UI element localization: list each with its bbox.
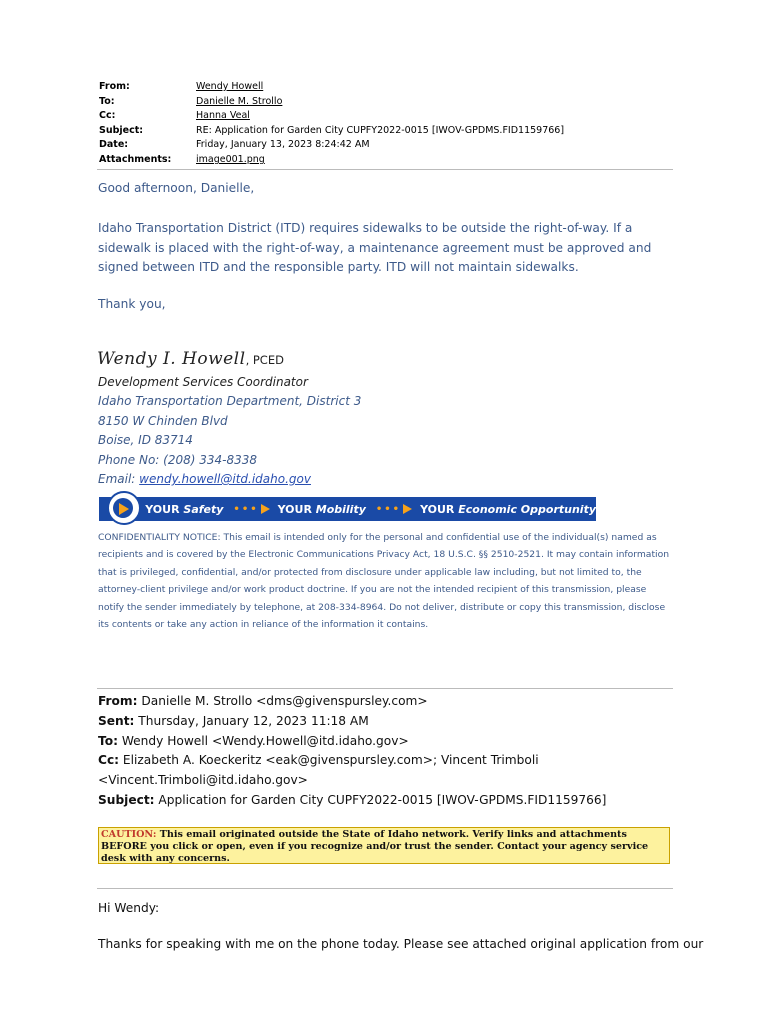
- banner-arrow-icon: •••: [376, 504, 412, 515]
- reply-greeting: Good afternoon, Danielle,: [98, 181, 255, 195]
- original-greeting: Hi Wendy:: [98, 901, 160, 915]
- to-label: To:: [99, 95, 115, 107]
- banner-economic: YOUR Economic Opportunity: [420, 502, 596, 516]
- reply-closing: Thank you,: [98, 297, 166, 311]
- signature-name-text: Wendy I. Howell: [97, 349, 246, 369]
- original-line: Thanks for speaking with me on the phone today. Please see attached original application from our: [98, 937, 704, 951]
- fwd-subject-value: Application for Garden City CUPFY2022-0015 [IWOV-GPDMS.FID1159766]: [154, 792, 607, 807]
- fwd-subject-label: Subject:: [98, 792, 155, 807]
- signature-title: Development Services Coordinator: [98, 375, 308, 389]
- signature-phone: Phone No: (208) 334-8338: [98, 453, 258, 467]
- signature-email-line: [98, 470, 311, 490]
- signature-org: Idaho Transportation Department, District 3: [98, 394, 362, 408]
- caution-text: This email originated outside the State of Idaho network. Verify links and attachments BEFORE you click or open, even if you recognize and/or trust the sender. Contact your agency service desk with any concerns.: [101, 829, 649, 865]
- attachments-label: Attachments:: [99, 153, 172, 165]
- attachment-link[interactable]: image001.png: [196, 153, 265, 165]
- cc-label: Cc:: [99, 110, 116, 122]
- date-value: Friday, January 13, 2023 8:24:42 AM: [196, 139, 370, 151]
- date-label: Date:: [99, 139, 129, 151]
- email-header: [99, 80, 564, 168]
- from-label: From:: [99, 81, 130, 92]
- fwd-to-value: Wendy Howell <Wendy.Howell@itd.idaho.gov>: [117, 733, 409, 748]
- fwd-cc-value: Elizabeth A. Koeckeritz <eak@givenspursley.com>; Vincent Trimboli <Vincent.Trimboli@itd.idaho.gov>: [98, 753, 539, 788]
- itd-banner: [99, 497, 596, 521]
- banner-arrow-icon: •••: [233, 504, 269, 515]
- signature-email-label: Email:: [98, 472, 140, 486]
- original-divider: [97, 888, 673, 889]
- banner-mobility: YOUR Mobility: [277, 502, 366, 516]
- signature-email-link[interactable]: wendy.howell@itd.idaho.gov: [139, 472, 311, 486]
- caution-banner: [98, 827, 670, 864]
- reply-paragraph: Idaho Transportation District (ITD) requires sidewalks to be outside the right-of-way. If a sidewalk is placed with the right-of-way, a maintenance agreement must be approved and signed between ITD and the responsible party. ITD will not maintain sidewalks.: [98, 221, 652, 275]
- fwd-sent-label: Sent:: [98, 713, 135, 728]
- signature-address2: Boise, ID 83714: [98, 433, 193, 447]
- banner-safety: YOUR Safety: [145, 502, 224, 516]
- cc-link[interactable]: Hanna Veal: [196, 110, 250, 122]
- signature-suffix: , PCED: [245, 353, 284, 367]
- fwd-from-value: Danielle M. Strollo <dms@givenspursley.com>: [137, 694, 428, 708]
- caution-label: CAUTION:: [101, 829, 157, 840]
- forward-divider: [97, 688, 673, 689]
- confidentiality-notice: CONFIDENTIALITY NOTICE: This email is intended only for the personal and confidential use of the individual(s) named as recipients and is covered by the Electronic Communications Privacy Act, 18 U.S.C. §§ 2510-2521. It may contain information that is privileged, confidential, and/or protected from disclosure under applicable law including, but not limited to, the attorney-client privilege and/or work product doctrine. If you are not the intended recipient of this transmission, please notify the sender immediately by telephone, at 208-334-8964. Do not deliver, distribute or copy this transmission, disclose its contents or take any action in reliance of the information it contains.: [98, 532, 670, 631]
- to-link[interactable]: Danielle M. Strollo: [196, 95, 283, 107]
- forwarded-header: [98, 692, 673, 811]
- fwd-sent-value: Thursday, January 12, 2023 11:18 AM: [134, 713, 369, 728]
- subject-value: RE: Application for Garden City CUPFY2022-0015 [IWOV-GPDMS.FID1159766]: [196, 124, 565, 136]
- signature-address1: 8150 W Chinden Blvd: [98, 414, 228, 428]
- subject-label: Subject:: [99, 124, 144, 136]
- fwd-cc-label: Cc:: [98, 753, 120, 768]
- fwd-to-label: To:: [98, 733, 118, 748]
- signature-name: [97, 349, 284, 369]
- itd-logo-icon: [99, 497, 137, 521]
- header-divider: [97, 169, 673, 170]
- from-link[interactable]: Wendy Howell: [196, 81, 264, 92]
- fwd-from-label: From:: [98, 694, 138, 708]
